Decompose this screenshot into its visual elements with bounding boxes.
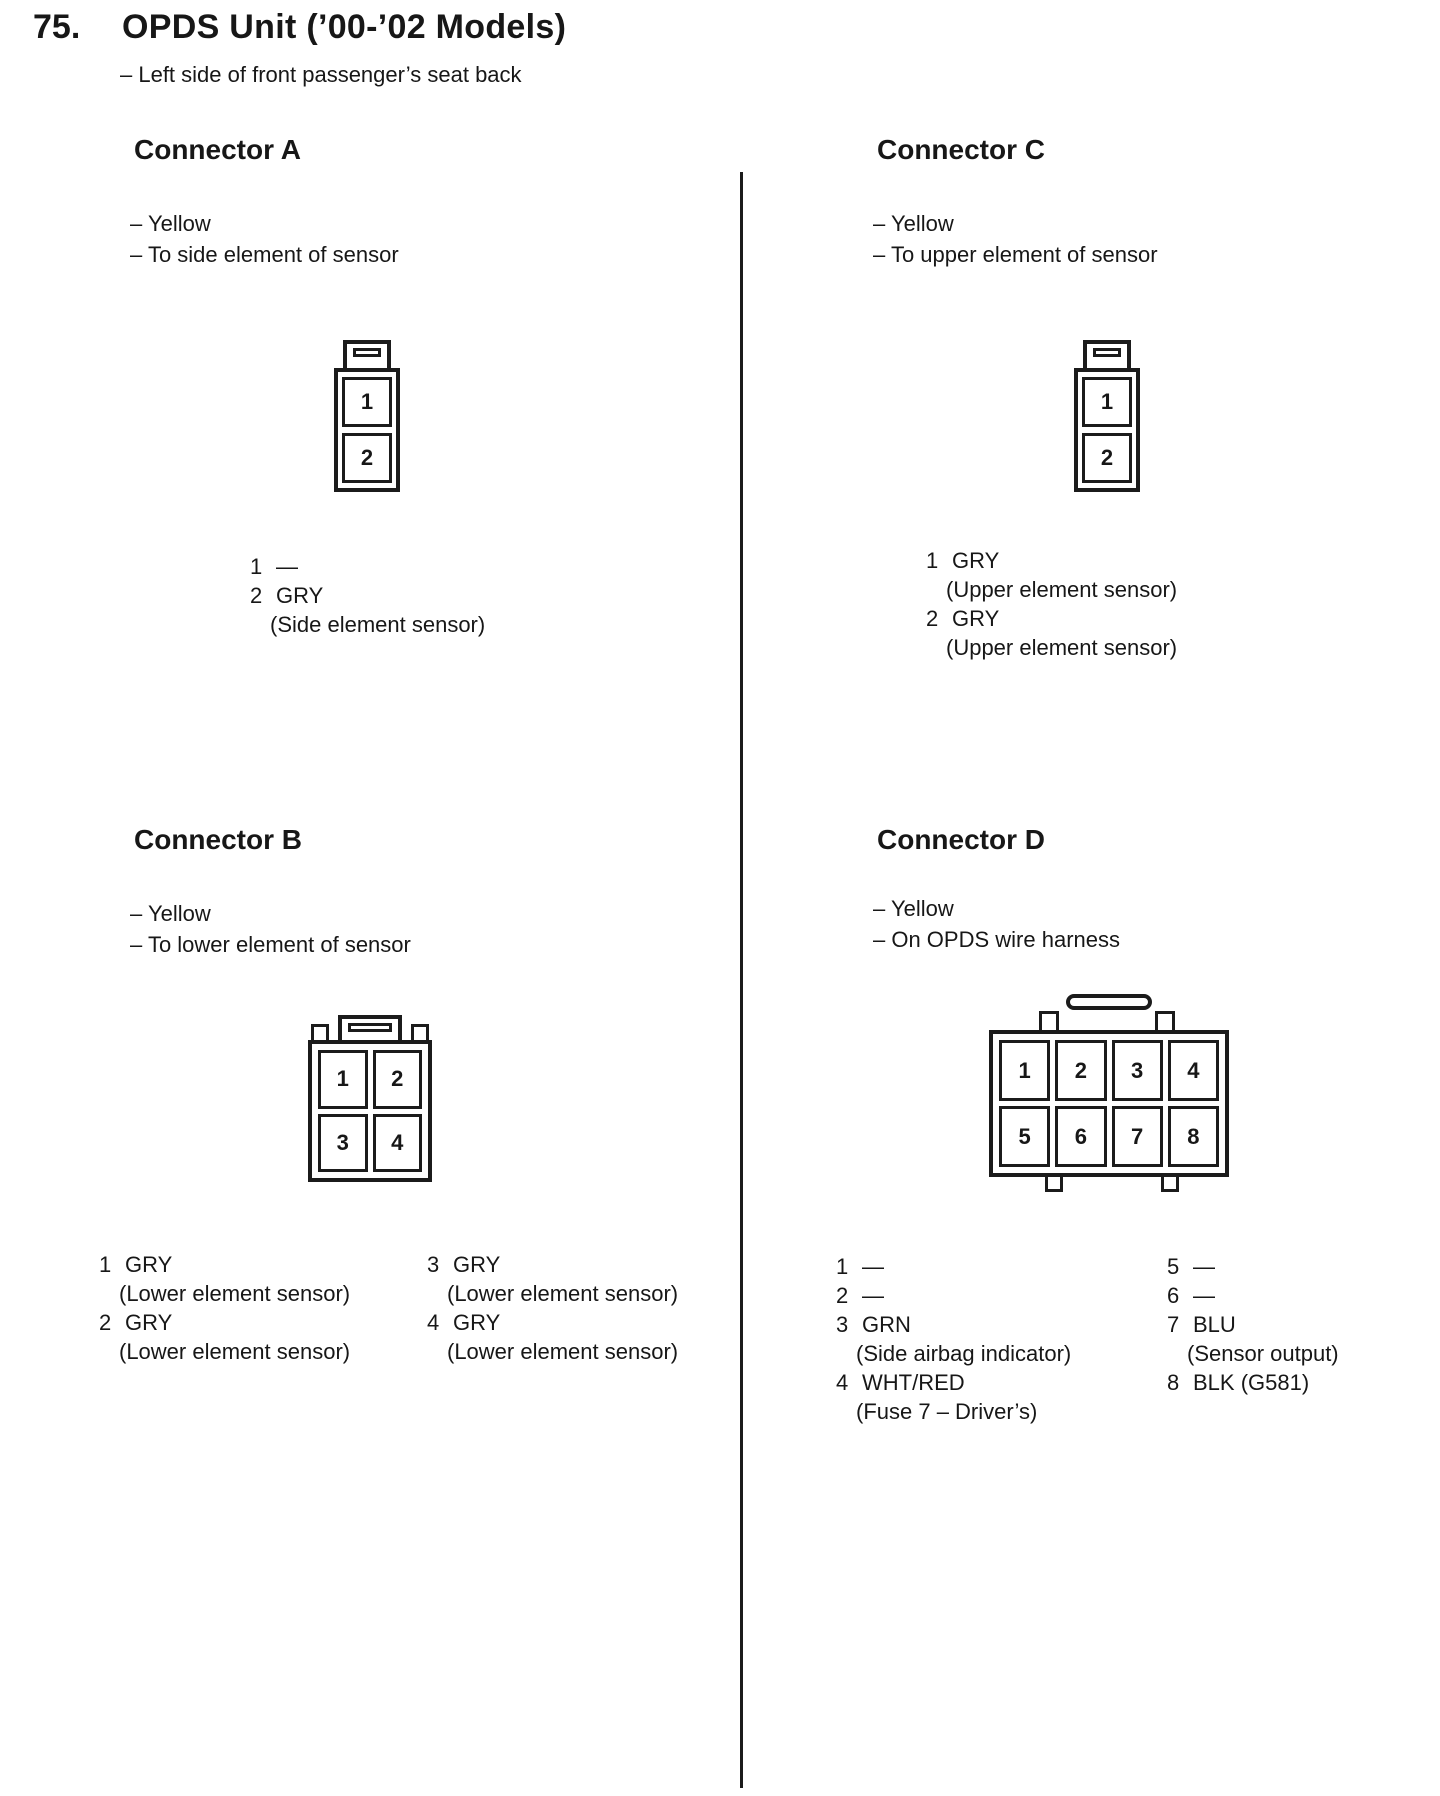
cavity-2: 2 xyxy=(1055,1040,1106,1101)
connector-a-title: Connector A xyxy=(134,134,301,165)
pin-wire: GRY xyxy=(125,1252,173,1277)
pin-description: (Lower element sensor) xyxy=(447,1281,679,1306)
connector-latch xyxy=(343,340,391,368)
connector-body xyxy=(1074,368,1140,492)
mount-tab xyxy=(411,1024,429,1040)
pin-row xyxy=(99,1250,350,1279)
connector-d-notes xyxy=(873,893,1120,955)
pin-row xyxy=(836,1281,1071,1310)
note-line: – Yellow xyxy=(130,901,211,926)
connector-body xyxy=(308,1040,432,1182)
latch-handle xyxy=(1066,994,1152,1010)
pin-wire: — xyxy=(862,1254,884,1279)
mount-tab xyxy=(311,1024,329,1040)
cavity-2: 2 xyxy=(342,433,392,483)
pin-description: (Upper element sensor) xyxy=(946,577,1178,602)
connector-top xyxy=(308,1015,432,1040)
column-divider xyxy=(740,172,743,1788)
note-line: – To lower element of sensor xyxy=(130,932,411,957)
pin-row xyxy=(427,1308,678,1337)
pin-number: 1 xyxy=(926,548,939,573)
pin-description: (Upper element sensor) xyxy=(946,635,1178,660)
connector-latch xyxy=(1083,340,1131,368)
latch-bar xyxy=(1093,348,1121,357)
connector-c-drawing xyxy=(1074,340,1140,492)
connector-c-pin-list xyxy=(926,546,1177,662)
connector-d-pin-list-left xyxy=(836,1252,1071,1426)
pin-number: 2 xyxy=(99,1310,112,1335)
note-line: – To upper element of sensor xyxy=(873,242,1158,267)
pin-wire: — xyxy=(1193,1254,1215,1279)
pin-number: 2 xyxy=(250,583,263,608)
connector-bottom xyxy=(989,1177,1229,1193)
connector-body xyxy=(989,1030,1229,1177)
connector-b-drawing xyxy=(308,1015,432,1182)
latch-bar xyxy=(348,1023,392,1032)
cavity-1: 1 xyxy=(318,1050,368,1109)
pin-number: 5 xyxy=(1167,1254,1180,1279)
mount-tab xyxy=(1039,1011,1059,1030)
connector-b-pin-list-left xyxy=(99,1250,350,1366)
pin-row xyxy=(99,1308,350,1337)
pin-number: 8 xyxy=(1167,1370,1180,1395)
cavity-1: 1 xyxy=(342,377,392,427)
pin-wire: GRY xyxy=(453,1252,501,1277)
cavity-8: 8 xyxy=(1168,1106,1219,1167)
page-subtitle: – Left side of front passenger’s seat back xyxy=(120,62,522,87)
connector-body xyxy=(334,368,400,492)
pin-wire: — xyxy=(862,1283,884,1308)
mount-tab xyxy=(1045,1177,1063,1192)
cavity-1: 1 xyxy=(999,1040,1050,1101)
pin-row xyxy=(836,1252,1071,1281)
cavity-3: 3 xyxy=(1112,1040,1163,1101)
pin-row xyxy=(836,1368,1071,1397)
pin-wire: GRY xyxy=(453,1310,501,1335)
connector-d-title: Connector D xyxy=(877,824,1045,855)
pin-row xyxy=(1167,1368,1339,1397)
pin-row xyxy=(427,1250,678,1279)
pin-wire: GRY xyxy=(952,606,1000,631)
connector-b-pin-list-right xyxy=(427,1250,678,1366)
cavity-3: 3 xyxy=(318,1114,368,1173)
connector-a-drawing xyxy=(334,340,400,492)
pin-number: 7 xyxy=(1167,1312,1180,1337)
cavity-4: 4 xyxy=(1168,1040,1219,1101)
pin-wire: GRY xyxy=(125,1310,173,1335)
connector-a-notes xyxy=(130,208,399,270)
cavity-2: 2 xyxy=(373,1050,423,1109)
connector-latch xyxy=(338,1015,402,1040)
note-line: – Yellow xyxy=(873,896,954,921)
pin-row xyxy=(1167,1310,1339,1339)
mount-tab xyxy=(1161,1177,1179,1192)
note-line: – Yellow xyxy=(130,211,211,236)
pin-wire: BLK (G581) xyxy=(1193,1370,1310,1395)
cavity-4: 4 xyxy=(373,1114,423,1173)
pin-row xyxy=(1167,1281,1339,1310)
pin-description: (Side airbag indicator) xyxy=(856,1341,1072,1366)
mount-tab xyxy=(1155,1011,1175,1030)
pin-wire: GRY xyxy=(952,548,1000,573)
pin-wire: — xyxy=(1193,1283,1215,1308)
page-number: 75. xyxy=(33,8,81,46)
connector-a-pin-list xyxy=(250,552,485,639)
cavity-7: 7 xyxy=(1112,1106,1163,1167)
cavity-6: 6 xyxy=(1055,1106,1106,1167)
pin-description: (Lower element sensor) xyxy=(119,1339,351,1364)
connector-d-drawing xyxy=(989,994,1229,1193)
connector-b-title: Connector B xyxy=(134,824,302,855)
pin-number: 1 xyxy=(836,1254,849,1279)
pin-description: (Sensor output) xyxy=(1187,1341,1339,1366)
pin-wire: WHT/RED xyxy=(862,1370,965,1395)
pin-wire: — xyxy=(276,554,298,579)
cavity-1: 1 xyxy=(1082,377,1132,427)
pin-number: 4 xyxy=(836,1370,849,1395)
pin-row xyxy=(1167,1252,1339,1281)
pin-row xyxy=(250,552,485,581)
pin-row xyxy=(250,581,485,610)
pin-description: (Lower element sensor) xyxy=(447,1339,679,1364)
connector-c-title: Connector C xyxy=(877,134,1045,165)
pin-wire: GRN xyxy=(862,1312,911,1337)
pin-description: (Fuse 7 – Driver’s) xyxy=(856,1399,1038,1424)
pin-number: 6 xyxy=(1167,1283,1180,1308)
cavity-2: 2 xyxy=(1082,433,1132,483)
pin-number: 4 xyxy=(427,1310,440,1335)
page-title: OPDS Unit (’00-’02 Models) xyxy=(122,8,567,46)
pin-row xyxy=(836,1310,1071,1339)
connector-b-notes xyxy=(130,898,411,960)
pin-number: 2 xyxy=(836,1283,849,1308)
connector-c-notes xyxy=(873,208,1158,270)
pin-number: 1 xyxy=(250,554,263,579)
pin-row xyxy=(926,604,1177,633)
pin-number: 3 xyxy=(836,1312,849,1337)
pin-wire: BLU xyxy=(1193,1312,1236,1337)
pin-number: 1 xyxy=(99,1252,112,1277)
pin-description: (Lower element sensor) xyxy=(119,1281,351,1306)
latch-bar xyxy=(353,348,381,357)
note-line: – On OPDS wire harness xyxy=(873,927,1120,952)
pin-description: (Side element sensor) xyxy=(270,612,486,637)
pin-number: 3 xyxy=(427,1252,440,1277)
note-line: – To side element of sensor xyxy=(130,242,399,267)
cavity-5: 5 xyxy=(999,1106,1050,1167)
connector-d-pin-list-right xyxy=(1167,1252,1339,1397)
pin-number: 2 xyxy=(926,606,939,631)
pin-wire: GRY xyxy=(276,583,324,608)
note-line: – Yellow xyxy=(873,211,954,236)
connector-top xyxy=(989,994,1229,1030)
pin-row xyxy=(926,546,1177,575)
